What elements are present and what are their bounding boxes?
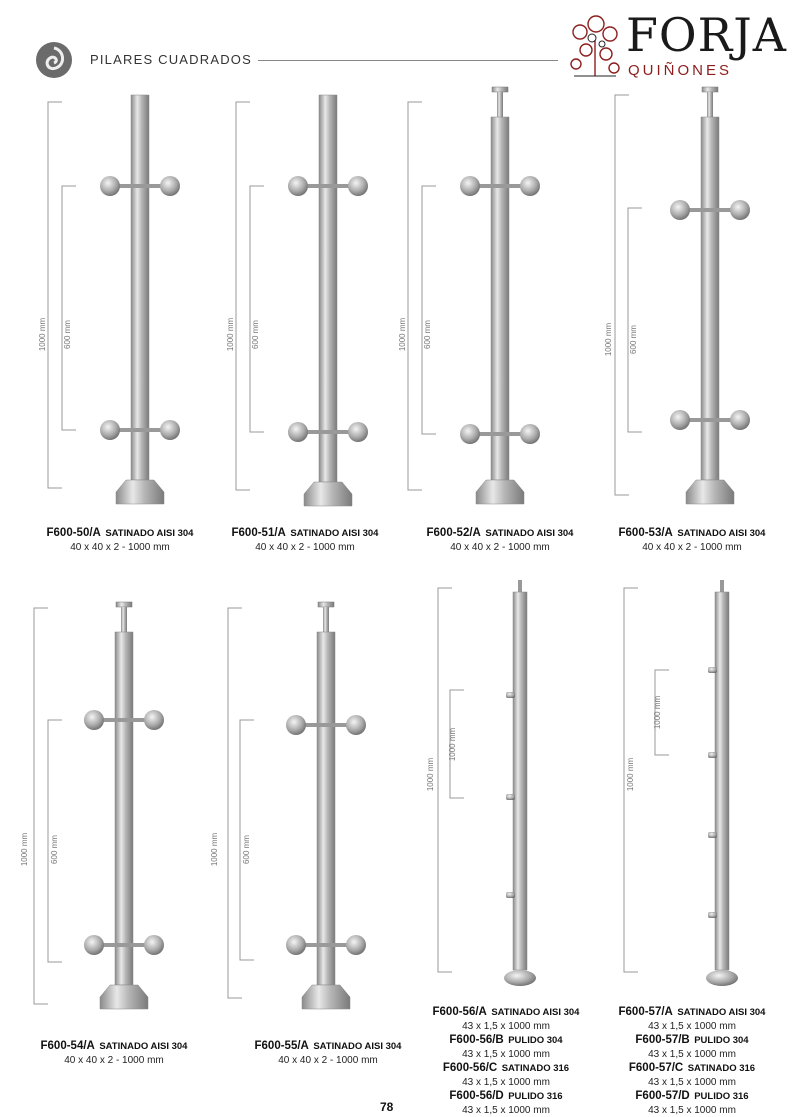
product-code: F600-57/D [635, 1090, 690, 1102]
dim-label-inner: 600 mm [422, 320, 432, 349]
base-plate [686, 480, 734, 504]
glass-clamp-disc [520, 176, 540, 196]
dim-label-inner: 600 mm [250, 320, 260, 349]
dim-label-total: 1000 mm [38, 317, 48, 352]
rod-bracket [506, 692, 515, 698]
dimension-bracket [62, 186, 76, 430]
handrail-saddle [116, 602, 132, 607]
product-dims: 43 x 1,5 x 1000 mm [462, 1021, 550, 1032]
glass-clamp-disc [460, 424, 480, 444]
product-spec: SATINADO AISI 304 [491, 1007, 580, 1018]
product-dims: 40 x 40 x 2 - 1000 mm [255, 542, 355, 553]
product-caption [228, 1039, 428, 1067]
rod-bracket [506, 892, 515, 898]
section-title: PILARES CUADRADOS [90, 52, 252, 67]
product-spec: SATINADO AISI 304 [677, 528, 766, 539]
round-post [715, 592, 729, 970]
dim-label-inner: 600 mm [241, 835, 251, 864]
product-spec: PULIDO 304 [508, 1035, 563, 1046]
product-code: F600-51/A [231, 527, 286, 539]
glass-clamp-disc [346, 715, 366, 735]
product-code: F600-56/A [432, 1006, 487, 1018]
product-dims: 43 x 1,5 x 1000 mm [462, 1077, 550, 1088]
square-post [701, 117, 719, 480]
product-code: F600-52/A [426, 527, 481, 539]
square-post [491, 117, 509, 480]
brand-logo-text: FORJA [626, 8, 787, 62]
product-code: F600-56/C [442, 1062, 498, 1074]
product-caption [14, 1039, 214, 1067]
product-code: F600-57/B [635, 1034, 690, 1046]
product-dims: 40 x 40 x 2 - 1000 mm [64, 1055, 164, 1066]
product-caption [205, 526, 405, 554]
dim-label-inner: 1000 mm [653, 695, 663, 730]
glass-clamp-disc [348, 176, 368, 196]
glass-clamp-disc [160, 420, 180, 440]
product-code: F600-53/A [618, 527, 673, 539]
product-dims: 43 x 1,5 x 1000 mm [462, 1049, 550, 1060]
rod-bracket [708, 752, 717, 758]
dim-label-total: 1000 mm [398, 317, 408, 352]
product-caption [400, 526, 600, 554]
dim-label-total: 1000 mm [20, 832, 30, 867]
round-base [504, 970, 536, 986]
product-spec: SATINADO AISI 304 [99, 1041, 188, 1052]
round-base [706, 970, 738, 986]
base-plate [100, 985, 148, 1009]
product-dims: 43 x 1,5 x 1000 mm [648, 1021, 736, 1032]
product-code: F600-54/A [40, 1040, 95, 1052]
product-dims: 40 x 40 x 2 - 1000 mm [70, 542, 170, 553]
product-code: F600-57/C [628, 1062, 684, 1074]
product-dims: 43 x 1,5 x 1000 mm [648, 1105, 736, 1116]
product-spec: SATINADO 316 [501, 1063, 570, 1074]
glass-clamp-disc [670, 200, 690, 220]
product-dims: 43 x 1,5 x 1000 mm [648, 1049, 736, 1060]
dim-label-inner: 600 mm [62, 320, 72, 349]
dim-label-inner: 600 mm [628, 325, 638, 354]
base-plate [302, 985, 350, 1009]
product-code: F600-57/A [618, 1006, 673, 1018]
dim-label-inner: 600 mm [49, 835, 59, 864]
dimension-bracket [615, 95, 629, 495]
base-plate [476, 480, 524, 504]
product-spec: PULIDO 316 [508, 1091, 563, 1102]
dim-label-inner: 1000 mm [448, 727, 458, 762]
dim-label-total: 1000 mm [604, 322, 614, 357]
product-dims: 40 x 40 x 2 - 1000 mm [278, 1055, 378, 1066]
glass-clamp-disc [144, 710, 164, 730]
base-plate [116, 480, 164, 504]
glass-clamp-disc [160, 176, 180, 196]
glass-clamp-disc [348, 422, 368, 442]
saddle-stem [497, 92, 503, 118]
glass-clamp-disc [730, 200, 750, 220]
saddle-stem [121, 607, 127, 633]
glass-clamp-disc [346, 935, 366, 955]
product-code: F600-56/B [449, 1034, 504, 1046]
product-spec: SATINADO AISI 304 [105, 528, 194, 539]
product-dims: 43 x 1,5 x 1000 mm [462, 1105, 550, 1116]
dimension-bracket [250, 186, 264, 432]
product-dims: 40 x 40 x 2 - 1000 mm [450, 542, 550, 553]
dim-label-total: 1000 mm [210, 832, 220, 867]
glass-clamp-disc [460, 176, 480, 196]
variant-caption-group [592, 1005, 792, 1117]
square-post [317, 632, 335, 985]
dimension-bracket [34, 608, 48, 1004]
product-spec: PULIDO 316 [694, 1091, 749, 1102]
glass-clamp-disc [84, 935, 104, 955]
square-post [115, 632, 133, 985]
product-spec: SATINADO 316 [687, 1063, 756, 1074]
dimension-bracket [628, 208, 642, 432]
product-code: F600-56/D [449, 1090, 504, 1102]
product-code: F600-55/A [254, 1040, 309, 1052]
rod-bracket [708, 667, 717, 673]
glass-clamp-disc [730, 410, 750, 430]
saddle-stem [707, 92, 713, 118]
product-spec: SATINADO AISI 304 [313, 1041, 402, 1052]
handrail-saddle [318, 602, 334, 607]
glass-clamp-disc [100, 176, 120, 196]
dimension-bracket [408, 102, 422, 490]
product-caption [592, 526, 792, 554]
glass-clamp-disc [84, 710, 104, 730]
product-spec: PULIDO 304 [694, 1035, 749, 1046]
rod-bracket [708, 912, 717, 918]
square-post [131, 95, 149, 480]
rod-bracket [506, 794, 515, 800]
dimension-bracket [236, 102, 250, 490]
glass-clamp-disc [100, 420, 120, 440]
product-caption [20, 526, 220, 554]
dim-label-total: 1000 mm [426, 757, 436, 792]
rod-bracket [708, 832, 717, 838]
page-number: 78 [380, 1100, 394, 1114]
dim-label-total: 1000 mm [226, 317, 236, 352]
round-post [513, 592, 527, 970]
handrail-saddle [492, 87, 508, 92]
glass-clamp-disc [520, 424, 540, 444]
glass-clamp-disc [288, 176, 308, 196]
product-dims: 40 x 40 x 2 - 1000 mm [642, 542, 742, 553]
saddle-stem [323, 607, 329, 633]
glass-clamp-disc [670, 410, 690, 430]
product-dims: 43 x 1,5 x 1000 mm [648, 1077, 736, 1088]
handrail-saddle [702, 87, 718, 92]
dim-label-total: 1000 mm [626, 757, 636, 792]
dimension-bracket [48, 102, 62, 488]
square-post [319, 95, 337, 482]
product-code: F600-50/A [46, 527, 101, 539]
glass-clamp-disc [288, 422, 308, 442]
base-plate [304, 482, 352, 506]
product-spec: SATINADO AISI 304 [485, 528, 574, 539]
glass-clamp-disc [286, 715, 306, 735]
dimension-bracket [422, 186, 436, 434]
product-spec: SATINADO AISI 304 [677, 1007, 766, 1018]
glass-clamp-disc [144, 935, 164, 955]
glass-clamp-disc [286, 935, 306, 955]
variant-caption-group [406, 1005, 606, 1117]
product-spec: SATINADO AISI 304 [290, 528, 379, 539]
brand-logo-subtitle: QUIÑONES [628, 62, 733, 79]
